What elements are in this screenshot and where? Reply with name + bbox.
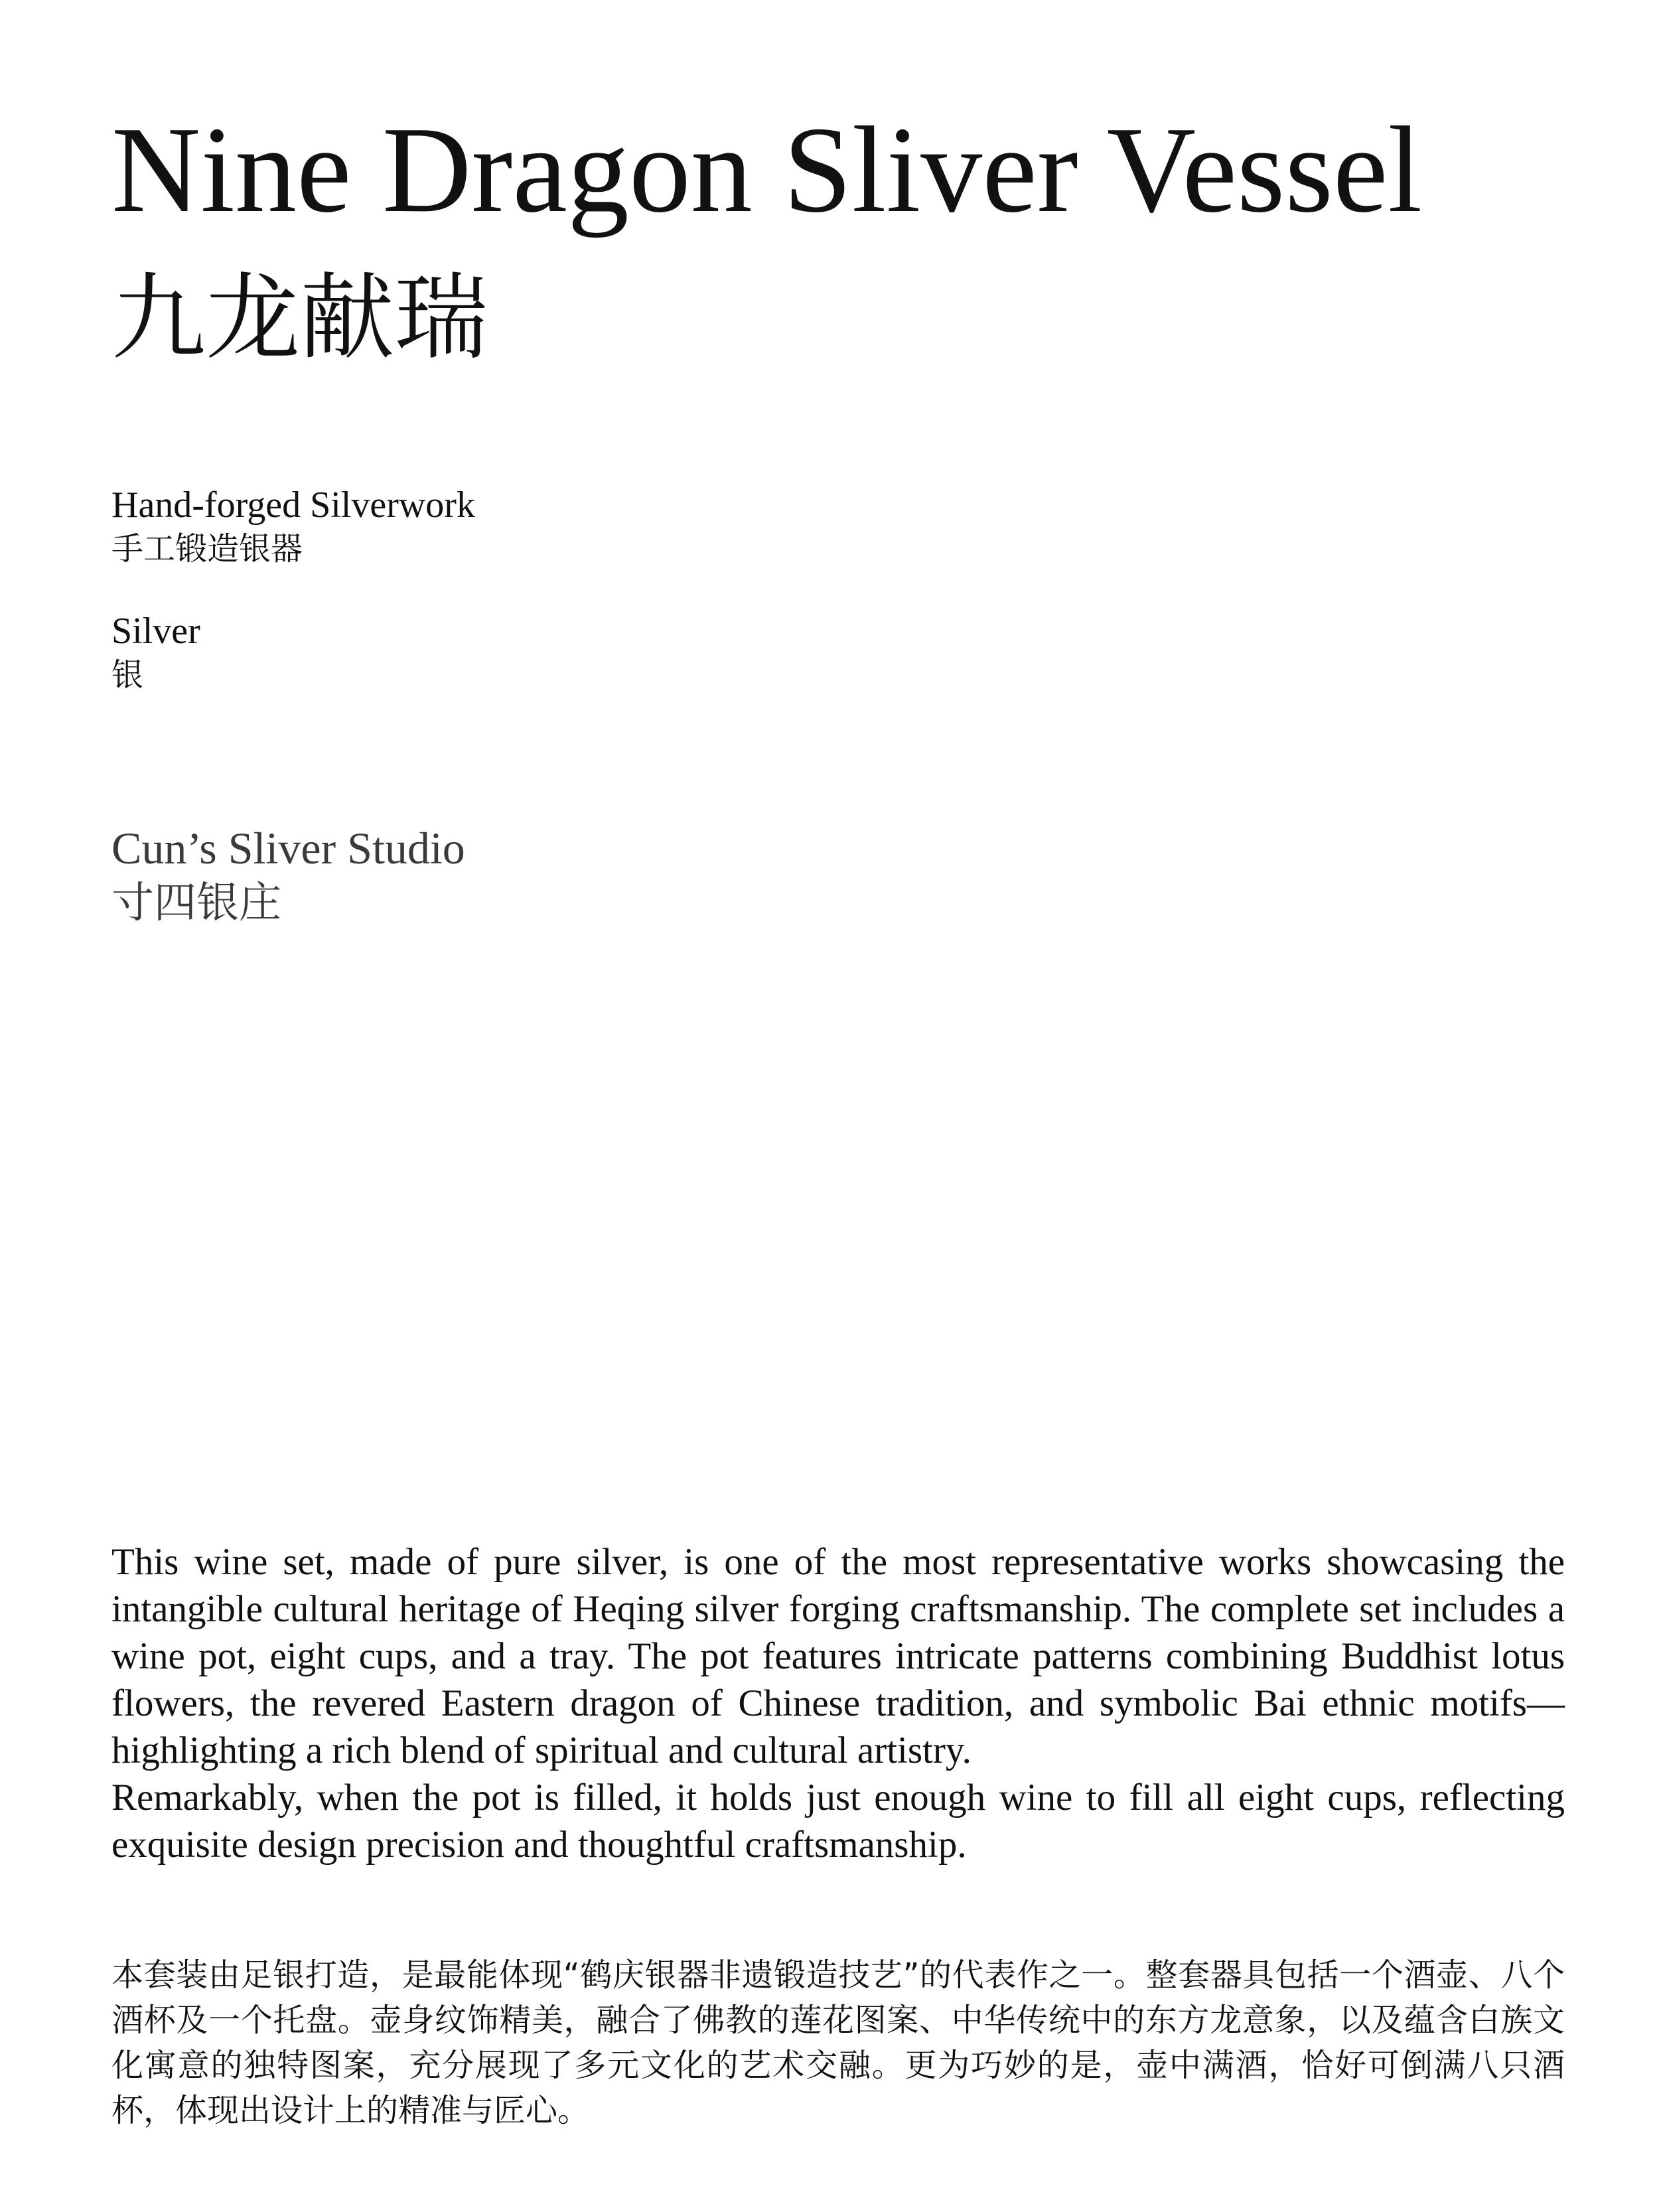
title-chinese: 九龙献瑞	[111, 263, 488, 373]
material-english: Silver	[111, 611, 200, 652]
description-english-paragraph-2: Remarkably, when the pot is filled, it holds just enough wine to fill all eight cups, reflecting exquisite design precision and thoughtful craftsmanship.	[111, 1777, 1565, 1866]
description-english-paragraph-1: This wine set, made of pure silver, is one of the most representative works showcasing the intangible cultural heritage of Heqing silver forging craftsmanship. The complete set includes a wine pot, eight cups, and a tray. The pot features intricate patterns combining Buddhist lotus flowers, the revered Eastern dragon of Chinese tradition, and symbolic Bai ethnic motifs—highlighting a rich blend of spiritual and cultural artistry.	[111, 1541, 1565, 1771]
description-english	[111, 1538, 1565, 1868]
material-chinese: 银	[111, 656, 144, 694]
studio-chinese: 寸四银庄	[111, 878, 281, 928]
description-chinese: 本套装由足银打造，是最能体现“鹤庆银器非遗锻造技艺”的代表作之一。整套器具包括一个酒壶、八个酒杯及一个托盘。壶身纹饰精美，融合了佛教的莲花图案、中华传统中的东方龙意象，以及蕴含白族文化寓意的独特图案，充分展现了多元文化的艺术交融。更为巧妙的是，壶中满酒，恰好可倒满八只酒杯，体现出设计上的精准与匠心。	[111, 1956, 1565, 2129]
studio-english: Cun’s Sliver Studio	[111, 823, 465, 873]
title-english: Nine Dragon Sliver Vessel	[111, 102, 1423, 238]
technique-chinese: 手工锻造银器	[111, 530, 303, 568]
studio-block	[111, 822, 465, 931]
technique-block	[111, 483, 475, 571]
material-block	[111, 609, 200, 697]
technique-english: Hand-forged Silverwork	[111, 484, 475, 526]
